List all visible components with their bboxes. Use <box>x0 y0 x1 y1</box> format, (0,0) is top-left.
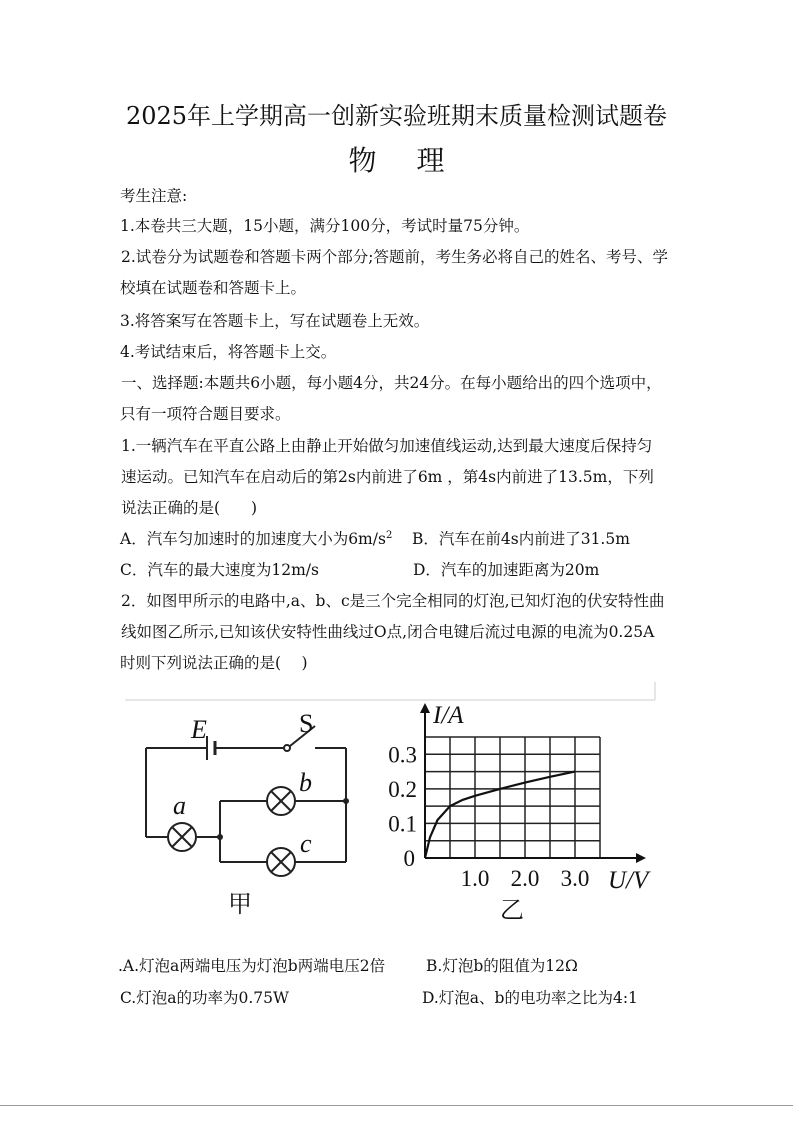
q1-stem-line-3: 说法正确的是( ) <box>121 499 258 517</box>
chart-caption: 乙 <box>500 896 524 924</box>
subject-title <box>0 144 793 178</box>
q1-stem-line-1: 1.一辆汽车在平直公路上由静止开始做匀加速值线运动,达到最大速度后保持匀 <box>121 437 653 455</box>
notice-item-2-cont: 校填在试题卷和答题卡上。 <box>120 279 307 297</box>
y-tick-label: 0.3 <box>388 742 417 768</box>
x-tick-label: 1.0 <box>460 866 490 891</box>
y-tick-label: 0.2 <box>388 776 417 802</box>
q2-option-c: C.灯泡a的功率为0.75W <box>120 989 289 1007</box>
iv-chart <box>388 702 651 924</box>
q1-option-a-text: A．汽车匀加速时的加速度大小为6m/s <box>120 530 386 548</box>
q2-stem-line-3: 时则下列说法正确的是( ) <box>120 654 308 672</box>
label-a: a <box>173 791 186 820</box>
notice-heading: 考生注意: <box>120 187 188 205</box>
circuit-caption: 甲 <box>228 890 252 918</box>
q1-option-a <box>120 529 392 549</box>
notice-item-2: 2.试卷分为试题卷和答题卡两个部分;答题前，考生务必将自己的姓名、考号、学 <box>121 248 669 266</box>
subject-char-2: 理 <box>416 144 445 177</box>
section1-line-2: 只有一项符合题目要求。 <box>120 405 291 423</box>
q2-option-a: .A.灯泡a两端电压为灯泡b两端电压2倍 <box>118 957 386 975</box>
q1-stem-line-2: 速运动。已知汽车在启动后的第2s内前进了6m ，第4s内前进了13.5m，下列 <box>121 468 654 486</box>
q2-stem-line-1: 2．如图甲所示的电路中,a、b、c是三个完全相同的灯泡,已知灯泡的伏安特性曲 <box>121 592 665 610</box>
notice-item-4: 4.考试结束后，将答题卡上交。 <box>120 343 337 361</box>
label-s: S <box>299 709 314 738</box>
x-axis-arrow <box>636 853 646 863</box>
subject-char-1: 物 <box>348 144 377 177</box>
q1-option-a-sup: 2 <box>385 529 393 541</box>
x-tick-label: 2.0 <box>510 866 540 891</box>
notice-item-3: 3.将答案写在答题卡上，写在试题卷上无效。 <box>120 312 430 330</box>
section1-line-1: 一、选择题:本题共6小题，每小题4分，共24分。在每小题给出的四个选项中， <box>121 374 662 392</box>
x-tick-label: 3.0 <box>560 866 590 891</box>
x-axis-label: U/V <box>608 867 649 894</box>
q2-option-b: B.灯泡b的阻值为12Ω <box>426 957 578 975</box>
q1-option-b: B．汽车在前4s内前进了31.5m <box>412 530 630 548</box>
q2-option-d: D.灯泡a、b的电功率之比为4:1 <box>422 989 638 1007</box>
origin-label: 0 <box>403 846 415 871</box>
notice-item-1: 1.本卷共三大题，15小题，满分100分，考试时量75分钟。 <box>120 217 530 235</box>
label-c: c <box>300 829 312 858</box>
exam-title: 2025年上学期高一创新实验班期末质量检测试题卷 <box>125 102 668 130</box>
q2-stem-line-2: 线如图乙所示,已知该伏安特性曲线过O点,闭合电键后流过电源的电流为0.25A <box>121 623 655 641</box>
label-e: E <box>191 715 207 744</box>
junction-node <box>217 834 223 840</box>
page-bottom-rule <box>0 1105 793 1106</box>
y-tick-label: 0.1 <box>388 811 417 837</box>
switch-pivot <box>284 745 290 751</box>
junction-node <box>343 798 349 804</box>
y-axis-label: I/A <box>433 702 464 729</box>
label-b: b <box>299 768 312 797</box>
q1-option-d: D．汽车的加速距离为20m <box>413 561 600 579</box>
q2-figure <box>115 680 675 940</box>
y-axis-arrow <box>420 703 430 713</box>
q1-option-c: C．汽车的最大速度为12m/s <box>120 561 319 579</box>
